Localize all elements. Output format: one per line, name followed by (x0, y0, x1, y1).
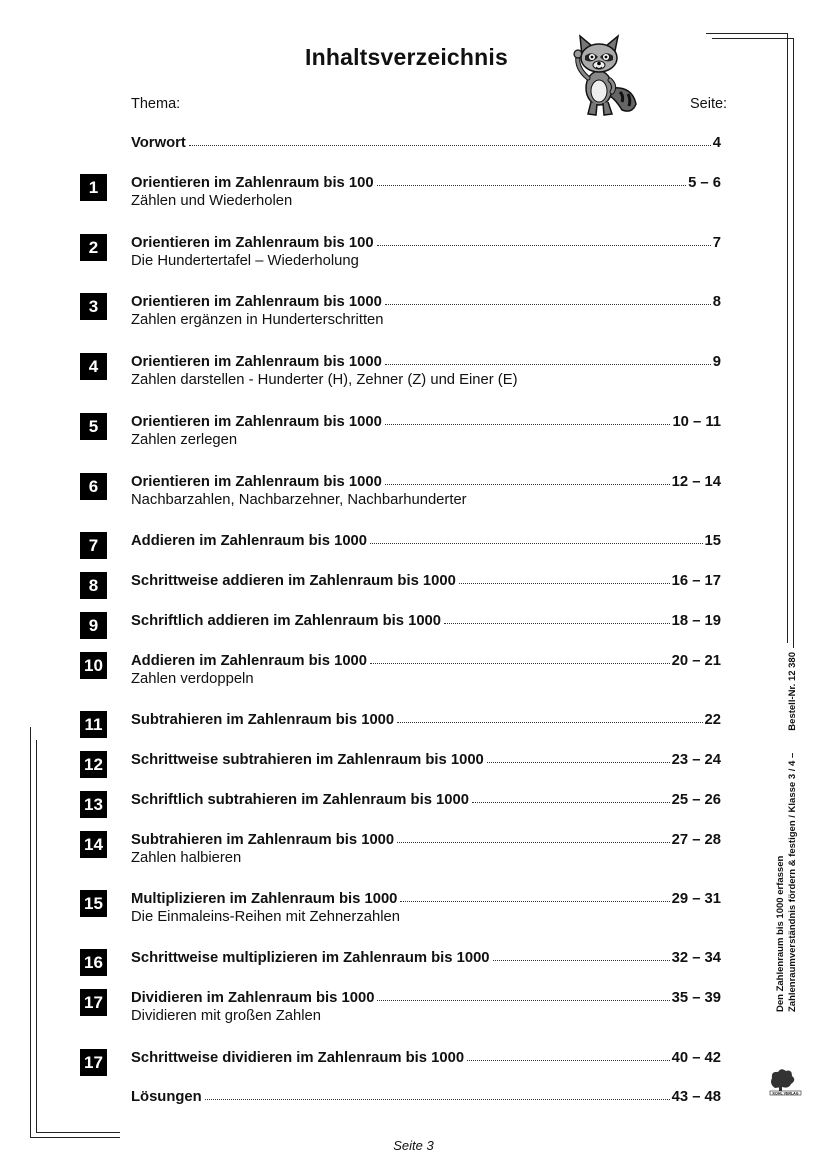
toc-entry-page: 4 (712, 135, 721, 151)
toc-entry-title: Orientieren im Zahlenraum bis 100 (131, 235, 374, 251)
publisher-logo-text: KOHL VERLAG (772, 1091, 799, 1096)
toc-entry (131, 609, 721, 629)
toc-entry-page: 32 – 34 (671, 950, 721, 966)
toc-entry-page: 5 – 6 (688, 175, 721, 191)
publisher-logo (767, 1066, 803, 1096)
toc-entry-main-line (131, 569, 721, 589)
toc-entry-main-line (131, 470, 721, 490)
toc-entry-page: 20 – 21 (671, 653, 721, 669)
toc-entry-main-line (131, 410, 721, 430)
chapter-number-badge: 5 (80, 413, 107, 440)
dot-leader (472, 802, 670, 803)
toc-entry-title: Orientieren im Zahlenraum bis 1000 (131, 294, 382, 310)
dot-leader (205, 1099, 670, 1100)
toc-entry-main-line (131, 290, 721, 310)
toc-entry (131, 788, 721, 808)
toc-entry-main-line (131, 609, 721, 629)
side-imprint-title: Den Zahlenraum bis 1000 erfassen (775, 855, 786, 1012)
toc-entry-page: 25 – 26 (671, 792, 721, 808)
side-imprint (775, 652, 799, 1012)
chapter-number-badge: 8 (80, 572, 107, 599)
chapter-number-badge: 3 (80, 293, 107, 320)
toc-entry (131, 748, 721, 768)
dot-leader (377, 245, 711, 246)
toc-entry-main-line (131, 1085, 721, 1105)
dot-leader (370, 663, 670, 664)
dot-leader (385, 304, 711, 305)
dot-leader (493, 960, 670, 961)
dot-leader (397, 722, 702, 723)
chapter-number-badge: 13 (80, 791, 107, 818)
toc-entry-page: 40 – 42 (671, 1050, 721, 1066)
toc-entry-subtitle: Zahlen ergänzen in Hunderterschritten (131, 312, 384, 328)
toc-entry-page: 16 – 17 (671, 573, 721, 589)
toc-entry (131, 887, 721, 927)
toc-entry-title: Vorwort (131, 135, 186, 151)
dot-leader (385, 484, 670, 485)
toc-entry-subtitle: Zahlen zerlegen (131, 432, 238, 448)
dot-leader (189, 145, 711, 146)
toc-entry-main-line (131, 828, 721, 848)
frame-line-right-inner (793, 38, 794, 648)
page-number-footer: Seite 3 (393, 1138, 434, 1153)
dot-leader (377, 1000, 669, 1001)
chapter-number-badge: 17 (80, 1049, 107, 1076)
chapter-number-badge: 16 (80, 949, 107, 976)
toc-entry (131, 410, 721, 450)
chapter-number-badge: 12 (80, 751, 107, 778)
dot-leader (444, 623, 670, 624)
toc-entry-page: 22 (704, 712, 721, 728)
frame-corner-bottom-left-inner (36, 1132, 120, 1133)
toc-entry-subtitle: Zählen und Wiederholen (131, 193, 293, 209)
toc-entry-main-line (131, 131, 721, 151)
toc-entry-title: Schrittweise multiplizieren im Zahlenraum bis 1000 (131, 950, 490, 966)
chapter-number-badge: 9 (80, 612, 107, 639)
toc-entry-page: 12 – 14 (671, 474, 721, 490)
toc-entry-main-line (131, 708, 721, 728)
toc-entry-main-line (131, 986, 721, 1006)
side-imprint-order-number: Bestell-Nr. 12 380 (787, 652, 798, 731)
frame-line-left (30, 727, 31, 1137)
toc-entry-title: Orientieren im Zahlenraum bis 100 (131, 175, 374, 191)
toc-entry-title: Multiplizieren im Zahlenraum bis 1000 (131, 891, 398, 907)
toc-entry-page: 35 – 39 (671, 990, 721, 1006)
toc-entry-subtitle: Nachbarzahlen, Nachbarzehner, Nachbarhunderter (131, 492, 467, 508)
toc-entry (131, 708, 721, 728)
toc-entry (131, 946, 721, 966)
toc-entry-title: Addieren im Zahlenraum bis 1000 (131, 533, 368, 549)
side-imprint-subtitle-row (787, 652, 799, 1012)
toc-entry-title: Subtrahieren im Zahlenraum bis 1000 (131, 712, 395, 728)
side-imprint-subtitle: Zahlenraumverständnis fördern & festigen / Klasse 3 / 4 – (787, 752, 798, 1012)
frame-corner-top-right (706, 33, 787, 34)
toc-entry-main-line (131, 529, 721, 549)
dot-leader (397, 842, 669, 843)
toc-entry (131, 131, 721, 151)
toc-entry (131, 350, 721, 390)
toc-entry-subtitle: Zahlen halbieren (131, 850, 242, 866)
frame-corner-top-right-inner (712, 38, 793, 39)
chapter-number-badge: 17 (80, 989, 107, 1016)
dot-leader (487, 762, 670, 763)
toc-entry-page: 27 – 28 (671, 832, 721, 848)
toc-entry (131, 470, 721, 510)
chapter-number-badge: 15 (80, 890, 107, 917)
frame-line-left-inner (36, 740, 37, 1132)
toc-entry-page: 15 (704, 533, 721, 549)
toc-entry-page: 10 – 11 (672, 414, 721, 430)
toc-entry-title: Orientieren im Zahlenraum bis 1000 (131, 414, 382, 430)
toc-entry-main-line (131, 887, 721, 907)
toc-entry (131, 529, 721, 549)
toc-entry-page: 18 – 19 (671, 613, 721, 629)
dot-leader (459, 583, 670, 584)
column-header-topic: Thema: (131, 96, 181, 112)
raccoon-mascot-icon (552, 26, 644, 118)
toc-entry-main-line (131, 350, 721, 370)
dot-leader (370, 543, 703, 544)
toc-entry-subtitle: Dividieren mit großen Zahlen (131, 1008, 321, 1024)
toc-entry-main-line (131, 231, 721, 251)
toc-entry-title: Schrittweise addieren im Zahlenraum bis 1000 (131, 573, 456, 589)
toc-entry (131, 231, 721, 271)
chapter-number-badge: 4 (80, 353, 107, 380)
chapter-number-badge: 14 (80, 831, 107, 858)
toc-entry-title: Orientieren im Zahlenraum bis 1000 (131, 354, 382, 370)
toc-entry-subtitle: Zahlen darstellen - Hunderter (H), Zehner (Z) und Einer (E) (131, 372, 518, 388)
toc-entry-page: 29 – 31 (671, 891, 721, 907)
toc-entry-page: 9 (712, 354, 721, 370)
dot-leader (385, 364, 711, 365)
toc-entry-title: Schrittweise dividieren im Zahlenraum bis 1000 (131, 1050, 465, 1066)
toc-entry-subtitle: Zahlen verdoppeln (131, 671, 254, 687)
toc-entry-title: Schrittweise subtrahieren im Zahlenraum bis 1000 (131, 752, 484, 768)
toc-entry (131, 649, 721, 689)
toc-entry (131, 290, 721, 330)
toc-entry (131, 986, 721, 1026)
toc-entry-title: Lösungen (131, 1089, 202, 1105)
chapter-number-badge: 7 (80, 532, 107, 559)
dot-leader (400, 901, 669, 902)
toc-entry-page: 43 – 48 (671, 1089, 721, 1105)
chapter-number-badge: 2 (80, 234, 107, 261)
toc-entry-page: 8 (712, 294, 721, 310)
toc-entry-page: 7 (712, 235, 721, 251)
frame-line-right (787, 33, 788, 643)
toc-entry (131, 1046, 721, 1066)
chapter-number-badge: 1 (80, 174, 107, 201)
toc-entry-main-line (131, 171, 721, 191)
toc-entry-main-line (131, 1046, 721, 1066)
toc-entry-title: Subtrahieren im Zahlenraum bis 1000 (131, 832, 395, 848)
toc-entry-subtitle: Die Einmaleins-Reihen mit Zehnerzahlen (131, 909, 400, 925)
toc-entry-main-line (131, 748, 721, 768)
toc-entry-title: Addieren im Zahlenraum bis 1000 (131, 653, 368, 669)
toc-entry-main-line (131, 788, 721, 808)
page-title: Inhaltsverzeichnis (305, 44, 509, 70)
dot-leader (385, 424, 671, 425)
toc-entry (131, 828, 721, 868)
toc-entry (131, 1085, 721, 1105)
toc-entry-subtitle: Die Hundertertafel – Wiederholung (131, 253, 359, 269)
toc-entry-title: Dividieren im Zahlenraum bis 1000 (131, 990, 375, 1006)
toc-entry-main-line (131, 649, 721, 669)
dot-leader (467, 1060, 670, 1061)
toc-entry-title: Orientieren im Zahlenraum bis 1000 (131, 474, 382, 490)
chapter-number-badge: 10 (80, 652, 107, 679)
toc-entry-page: 23 – 24 (671, 752, 721, 768)
chapter-number-badge: 11 (80, 711, 107, 738)
toc-entry-title: Schriftlich subtrahieren im Zahlenraum bis 1000 (131, 792, 469, 808)
toc-entry (131, 569, 721, 589)
toc-entry-title: Schriftlich addieren im Zahlenraum bis 1000 (131, 613, 442, 629)
column-header-page: Seite: (690, 96, 728, 112)
toc-entry-main-line (131, 946, 721, 966)
dot-leader (377, 185, 686, 186)
toc-entry (131, 171, 721, 211)
chapter-number-badge: 6 (80, 473, 107, 500)
